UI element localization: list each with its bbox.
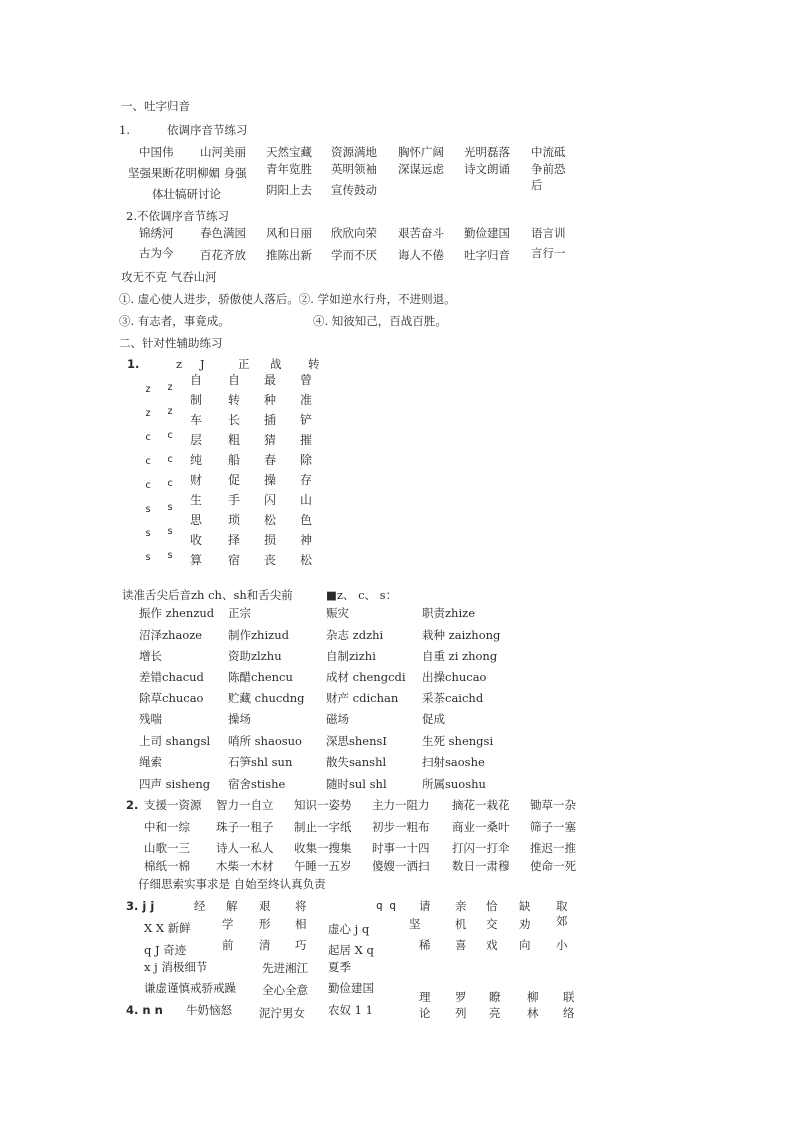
word: 艰苦奋斗 bbox=[398, 226, 444, 240]
initial-letter: z bbox=[167, 382, 174, 393]
initial-letter: s bbox=[167, 502, 174, 513]
word: 交 bbox=[486, 917, 498, 931]
word: 柳 bbox=[527, 990, 539, 1004]
part-label: 2.不依调序音节练习 bbox=[126, 209, 229, 223]
reading-cell: 正宗 bbox=[228, 606, 251, 620]
reading-cell: 上司 shangsl bbox=[139, 734, 211, 748]
word: 语言训 bbox=[531, 226, 566, 240]
grid-char: 操 bbox=[264, 473, 277, 487]
word: 坚强果断花明柳媚 身强 bbox=[128, 166, 247, 180]
pair-cell: 数日一肃穆 bbox=[452, 859, 510, 873]
word: 戏 bbox=[486, 938, 498, 952]
reading-cell: 散失sanshl bbox=[326, 755, 387, 769]
pair-cell: 山歌一三 bbox=[144, 841, 190, 855]
word: 缺 bbox=[519, 899, 531, 913]
grid-char: 纯 bbox=[190, 453, 203, 467]
word: 攻无不克 气吞山河 bbox=[121, 270, 217, 284]
reading-cell: 增长 bbox=[139, 649, 162, 663]
word: 夏季 bbox=[328, 960, 351, 974]
part-number: 4. n n bbox=[126, 1003, 163, 1017]
word: 体壮犒研讨论 bbox=[152, 187, 221, 201]
pair-cell: 初步一粗布 bbox=[372, 820, 430, 834]
grid-char: 车 bbox=[190, 413, 203, 427]
grid-char: 自 bbox=[228, 373, 241, 387]
pair-cell: 午睡一五岁 bbox=[294, 859, 352, 873]
grid-char: 松 bbox=[264, 513, 277, 527]
grid-char: 长 bbox=[228, 413, 241, 427]
grid-char: 猜 bbox=[264, 433, 277, 447]
grid-char: 神 bbox=[300, 533, 313, 547]
word: x j 消极细节 bbox=[144, 960, 208, 974]
proverb-line: ④. 知彼知己，百战百胜。 bbox=[313, 314, 447, 328]
initial-letter: c bbox=[167, 430, 174, 441]
word: 天然宝藏 bbox=[266, 145, 312, 159]
grid-char: 收 bbox=[190, 533, 203, 547]
word: 资源满地 bbox=[331, 145, 377, 159]
reading-cell: 扫射saoshe bbox=[422, 755, 485, 769]
word: 相 bbox=[295, 917, 307, 931]
grid-char: 种 bbox=[264, 393, 277, 407]
reading-cell: 职责zhize bbox=[422, 606, 476, 620]
word: 胸怀广阔 bbox=[398, 145, 444, 159]
word: 劝 bbox=[519, 917, 531, 931]
word: 学 bbox=[222, 917, 234, 931]
word: 全心全意 bbox=[262, 983, 308, 997]
word: 争前恐 bbox=[531, 162, 566, 176]
part-number: 1. bbox=[119, 123, 130, 137]
grid-char: 层 bbox=[190, 433, 203, 447]
grid-char: 转 bbox=[228, 393, 241, 407]
word: 风和日丽 bbox=[266, 226, 312, 240]
initial-letter: s bbox=[145, 528, 152, 539]
reading-cell: 杂志 zdzhi bbox=[326, 628, 384, 642]
pair-cell: 摘花一栽花 bbox=[452, 798, 510, 812]
grid-char: 算 bbox=[190, 553, 203, 567]
pair-cell: 商业一桑叶 bbox=[452, 820, 510, 834]
grid-char: 准 bbox=[300, 393, 313, 407]
section-title-2: 二、针对性辅助练习 bbox=[119, 336, 223, 350]
pair-cell: 制止一字纸 bbox=[294, 820, 352, 834]
initial-letter: s bbox=[145, 552, 152, 563]
reading-cell: 宿舍stishe bbox=[228, 777, 286, 791]
grid-char: 宿 bbox=[228, 553, 241, 567]
pair-cell: 知识一姿势 bbox=[294, 798, 352, 812]
initial-letter: s bbox=[145, 504, 152, 515]
pair-cell: 棉纸一棉 bbox=[144, 859, 190, 873]
word: 将 bbox=[295, 899, 307, 913]
word: 瞭 bbox=[489, 990, 501, 1004]
initial-letter: z bbox=[145, 384, 152, 395]
reading-cell: 深思shensI bbox=[326, 734, 387, 748]
word: 百花齐放 bbox=[200, 248, 246, 262]
reading-cell: 成材 chengcdi bbox=[326, 670, 406, 684]
grid-head: 战 bbox=[270, 357, 282, 371]
grid-char: 铲 bbox=[300, 413, 313, 427]
grid-char: 生 bbox=[190, 493, 203, 507]
reading-cell: 四声 sisheng bbox=[139, 777, 211, 791]
pair-cell: 珠子一租子 bbox=[216, 820, 274, 834]
grid-head: J bbox=[200, 357, 205, 371]
grid-char: 损 bbox=[264, 533, 277, 547]
word: 巧 bbox=[295, 938, 307, 952]
word: 勤俭建国 bbox=[328, 981, 374, 995]
grid-char: 色 bbox=[300, 513, 313, 527]
initial-letter: z bbox=[167, 406, 174, 417]
reading-cell: 采茶caichd bbox=[422, 691, 484, 705]
reading-cell: 栽种 zaizhong bbox=[422, 628, 501, 642]
reading-cell: 财产 cdichan bbox=[326, 691, 399, 705]
pair-cell: 主力一阻力 bbox=[372, 798, 430, 812]
word: 形 bbox=[259, 917, 271, 931]
grid-head: 正 bbox=[238, 357, 250, 371]
grid-head: z bbox=[176, 357, 183, 371]
initial-letter: c bbox=[145, 432, 152, 443]
grid-char: 松 bbox=[300, 553, 313, 567]
grid-char: 最 bbox=[264, 373, 277, 387]
grid-char: 自 bbox=[190, 373, 203, 387]
reading-cell: 磁场 bbox=[326, 712, 349, 726]
grid-char: 闪 bbox=[264, 493, 277, 507]
word: 林 bbox=[527, 1006, 539, 1020]
word: 青年览胜 bbox=[266, 162, 312, 176]
grid-char: 促 bbox=[228, 473, 241, 487]
word: 恰 bbox=[486, 899, 498, 913]
word: 诲人不倦 bbox=[398, 248, 444, 262]
word: 向 bbox=[519, 938, 531, 952]
grid-char: 粗 bbox=[228, 433, 241, 447]
reading-intro: ■z、 c、 s： bbox=[326, 588, 398, 602]
grid-char: 山 bbox=[300, 493, 313, 507]
word: 先进湘江 bbox=[262, 961, 308, 975]
word: 亲 bbox=[455, 899, 467, 913]
word: 吐字归音 bbox=[464, 248, 510, 262]
pair-cell: 时事一十四 bbox=[372, 841, 430, 855]
initial-letter: c bbox=[167, 478, 174, 489]
word: 稀 bbox=[419, 938, 431, 952]
phrase-line: 仔细思索实事求是 自始至终认真负责 bbox=[138, 877, 326, 891]
grid-char: 丧 bbox=[264, 553, 277, 567]
syllable-grid bbox=[125, 370, 325, 585]
part-number: 2. bbox=[126, 798, 139, 812]
word: 勤俭建国 bbox=[464, 226, 510, 240]
word: 欣欣向荣 bbox=[331, 226, 377, 240]
grid-char: 船 bbox=[228, 453, 241, 467]
word: 小 bbox=[556, 938, 568, 952]
word: 虚心 j q bbox=[328, 922, 370, 936]
pair-cell: 傻嫂一洒扫 bbox=[372, 859, 430, 873]
grid-char: 择 bbox=[228, 533, 241, 547]
word: 古为今 bbox=[139, 246, 174, 260]
grid-char: 插 bbox=[264, 413, 277, 427]
reading-cell: 除草chucao bbox=[139, 691, 204, 705]
proverb-line: ③. 有志者，事竟成。 bbox=[119, 314, 230, 328]
reading-cell: 所属suoshu bbox=[422, 777, 486, 791]
part-number: 3. j j bbox=[126, 899, 155, 913]
reading-cell: 绳索 bbox=[139, 755, 162, 769]
pair-cell: 使命一死 bbox=[530, 859, 576, 873]
reading-cell: 沼泽zhaoze bbox=[139, 628, 203, 642]
pair-cell: 诗人一私人 bbox=[216, 841, 274, 855]
word: 后 bbox=[531, 178, 543, 192]
reading-cell: 石笋shl sun bbox=[228, 755, 293, 769]
reading-cell: 贮藏 chucdng bbox=[228, 691, 305, 705]
part-number: 1. bbox=[127, 357, 140, 371]
word: 中国伟 bbox=[139, 145, 174, 159]
reading-cell: 制作zhizud bbox=[228, 628, 289, 642]
grid-char: 摧 bbox=[300, 433, 313, 447]
initial-letter: s bbox=[167, 550, 174, 561]
word: 艰 bbox=[259, 899, 271, 913]
word: 牛奶恼怒 bbox=[186, 1003, 232, 1017]
word: 农奴 1 1 bbox=[328, 1003, 373, 1017]
word: 亮 bbox=[489, 1006, 501, 1020]
word: 光明磊落 bbox=[464, 145, 510, 159]
initial-letter: c bbox=[145, 456, 152, 467]
word: 推陈出新 bbox=[266, 248, 312, 262]
word: 理 bbox=[419, 990, 431, 1004]
reading-cell: 自重 zi zhong bbox=[422, 649, 498, 663]
pair-cell: 打闪一打伞 bbox=[452, 841, 510, 855]
reading-cell: 促成 bbox=[422, 712, 445, 726]
pair-cell: 筛子一塞 bbox=[530, 820, 576, 834]
initial-letter: z bbox=[145, 408, 152, 419]
reading-cell: 操场 bbox=[228, 712, 251, 726]
word: 泥泞男女 bbox=[259, 1006, 305, 1020]
word: 中流砥 bbox=[531, 145, 566, 159]
word: 宣传鼓动 bbox=[331, 183, 377, 197]
word: 英明领袖 bbox=[331, 162, 377, 176]
initial-letter: c bbox=[145, 480, 152, 491]
reading-cell: 赈灾 bbox=[326, 606, 349, 620]
section-title-1: 一、吐字归音 bbox=[121, 99, 190, 113]
word: 解 bbox=[226, 899, 238, 913]
proverb-line: ①. 虚心使人进步，骄傲使人落后。②. 学如逆水行舟，不进则退。 bbox=[119, 292, 456, 306]
word: 罗 bbox=[455, 990, 467, 1004]
reading-cell: 随时sul shl bbox=[326, 777, 387, 791]
grid-head: 转 bbox=[308, 357, 320, 371]
word: 坚 bbox=[409, 917, 421, 931]
word: 喜 bbox=[455, 938, 467, 952]
reading-cell: 自制zizhi bbox=[326, 649, 376, 663]
reading-cell: 生死 shengsi bbox=[422, 734, 494, 748]
reading-cell: 振作 zhenzud bbox=[139, 606, 215, 620]
pair-cell: 收集一搜集 bbox=[294, 841, 352, 855]
reading-cell: 陈醋chencu bbox=[228, 670, 293, 684]
reading-intro: 读准舌尖后音zh ch、sh和舌尖前 bbox=[122, 588, 293, 602]
word: 锦绣河 bbox=[139, 226, 174, 240]
word: 列 bbox=[455, 1006, 467, 1020]
reading-cell: 资助zlzhu bbox=[228, 649, 282, 663]
reading-cell: 差错chacud bbox=[139, 670, 204, 684]
word: X X 新鲜 bbox=[144, 921, 191, 935]
part-label: 依调序音节练习 bbox=[167, 123, 248, 137]
grid-char: 制 bbox=[190, 393, 203, 407]
pair-cell: 支援一资源 bbox=[144, 798, 202, 812]
grid-char: 思 bbox=[190, 513, 203, 527]
pair-cell: 推迟一推 bbox=[530, 841, 576, 855]
reading-cell: 哨所 shaosuo bbox=[228, 734, 302, 748]
grid-char: 琐 bbox=[228, 513, 241, 527]
word: 山河美丽 bbox=[200, 145, 246, 159]
grid-char: 春 bbox=[264, 453, 277, 467]
word: 络 bbox=[563, 1006, 575, 1020]
word: 经 bbox=[194, 899, 206, 913]
reading-cell: 残喘 bbox=[139, 712, 162, 726]
word: 请 bbox=[419, 899, 431, 913]
word: 取 bbox=[556, 899, 568, 913]
pair-cell: 木柴一木材 bbox=[216, 859, 274, 873]
word: q J 奇迹 bbox=[144, 943, 187, 957]
word: 学而不厌 bbox=[331, 248, 377, 262]
word: 论 bbox=[419, 1006, 431, 1020]
word: 郊 bbox=[556, 914, 568, 928]
pair-cell: 智力一自立 bbox=[216, 798, 274, 812]
pair-cell: 中和一综 bbox=[144, 820, 190, 834]
word: 阴阳上去 bbox=[266, 183, 312, 197]
initial-letter: s bbox=[167, 526, 174, 537]
word: 诗文朗诵 bbox=[464, 162, 510, 176]
word: 谦虚谨慎戒骄戒躁 bbox=[144, 981, 236, 995]
word: 春色满园 bbox=[200, 226, 246, 240]
initial-letter: c bbox=[167, 454, 174, 465]
pair-cell: 锄草一杂 bbox=[530, 798, 576, 812]
word: q q bbox=[376, 899, 396, 912]
grid-char: 存 bbox=[300, 473, 313, 487]
word: 前 bbox=[222, 938, 234, 952]
word: 言行一 bbox=[531, 246, 566, 260]
grid-char: 曾 bbox=[300, 373, 313, 387]
word: 联 bbox=[563, 990, 575, 1004]
word: 机 bbox=[455, 917, 467, 931]
grid-char: 手 bbox=[228, 493, 241, 507]
word: 起居 X q bbox=[328, 943, 374, 957]
word: 清 bbox=[259, 938, 271, 952]
word: 深谋远虑 bbox=[398, 162, 444, 176]
reading-cell: 出操chucao bbox=[422, 670, 487, 684]
grid-char: 除 bbox=[300, 453, 313, 467]
grid-char: 财 bbox=[190, 473, 203, 487]
